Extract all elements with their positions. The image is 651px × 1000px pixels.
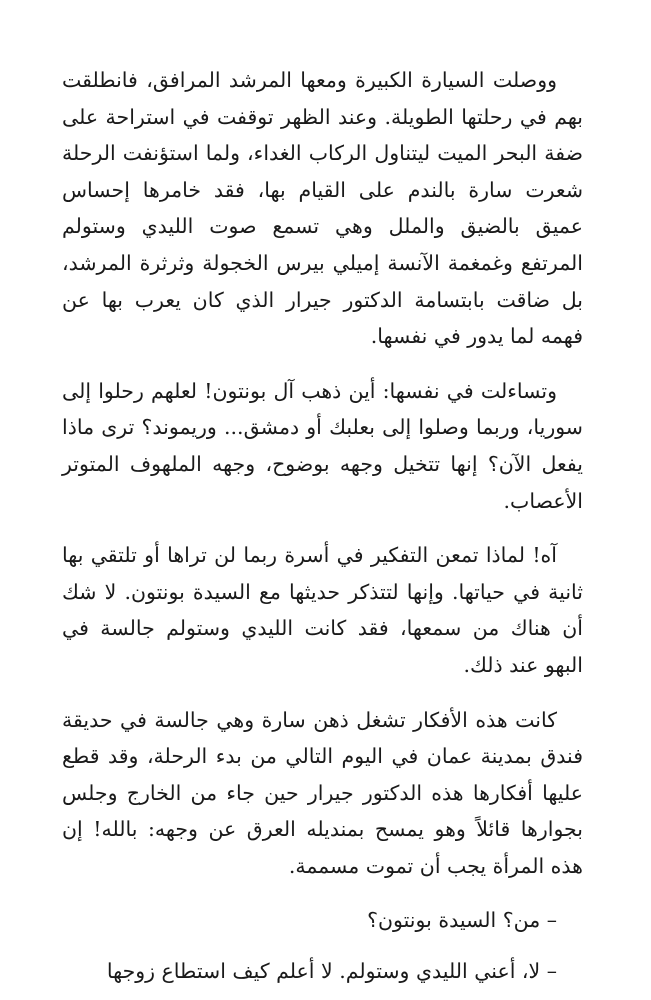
dialogue-line: – لا، أعني الليدي وستولم. لا أعلم كيف استطاع زوجها <box>106 959 557 984</box>
paragraph: آه! لماذا تمعن التفكير في أسرة ربما لن تراها أو تلتقي بها ثانية في حياتها. وإنها لتتذكر حديثها مع السيدة بونتون. لا شك أن هناك من سمعها، فقد كانت الليدي وستولم جالسة في البهو عند ذلك. <box>62 543 583 677</box>
paragraph: كانت هذه الأفكار تشغل ذهن سارة وهي جالسة في حديقة فندق بمدينة عمان في اليوم التالي من بدء الرحلة، وقد قطع عليها أفكارها هذه الدكتور جيرار حين جاء من الخارج وجلس بجوارها قائلاً وهو يمسح بمنديله العرق عن وجهه: بالله! إن هذه المرأة يجب أن تموت مسممة. <box>62 707 583 878</box>
dialogue-line: – من؟ السيدة بونتون؟ <box>367 908 557 933</box>
paragraph: ووصلت السيارة الكبيرة ومعها المرشد المرافق، فانطلقت بهم في رحلتها الطويلة. وعند الظهر توقفت في استراحة على ضفة البحر الميت ليتناول الركاب الغداء، ولما استؤنفت الرحلة شعرت سارة بالندم على القيام بها، فقد خامرها إحساس عميق بالضيق والملل وهي تسمع صوت الليدي وستولم المرتفع وغمغمة الآنسة إميلي بيرس الخجولة وثرثرة المرشد، بل ضاقت بابتسامة الدكتور جيرار الذي كان يعرب بها عن فهمه لما يدور في نفسها. <box>62 68 583 349</box>
paragraph: وتساءلت في نفسها: أين ذهب آل بونتون! لعلهم رحلوا إلى سوريا، وربما وصلوا إلى بعلبك أو دمشق... وريموند؟ ترى ماذا يفعل الآن؟ إنها تتخيل وجهه بوضوح، وجهه الملهوف المتوتر الأعصاب. <box>62 378 583 513</box>
